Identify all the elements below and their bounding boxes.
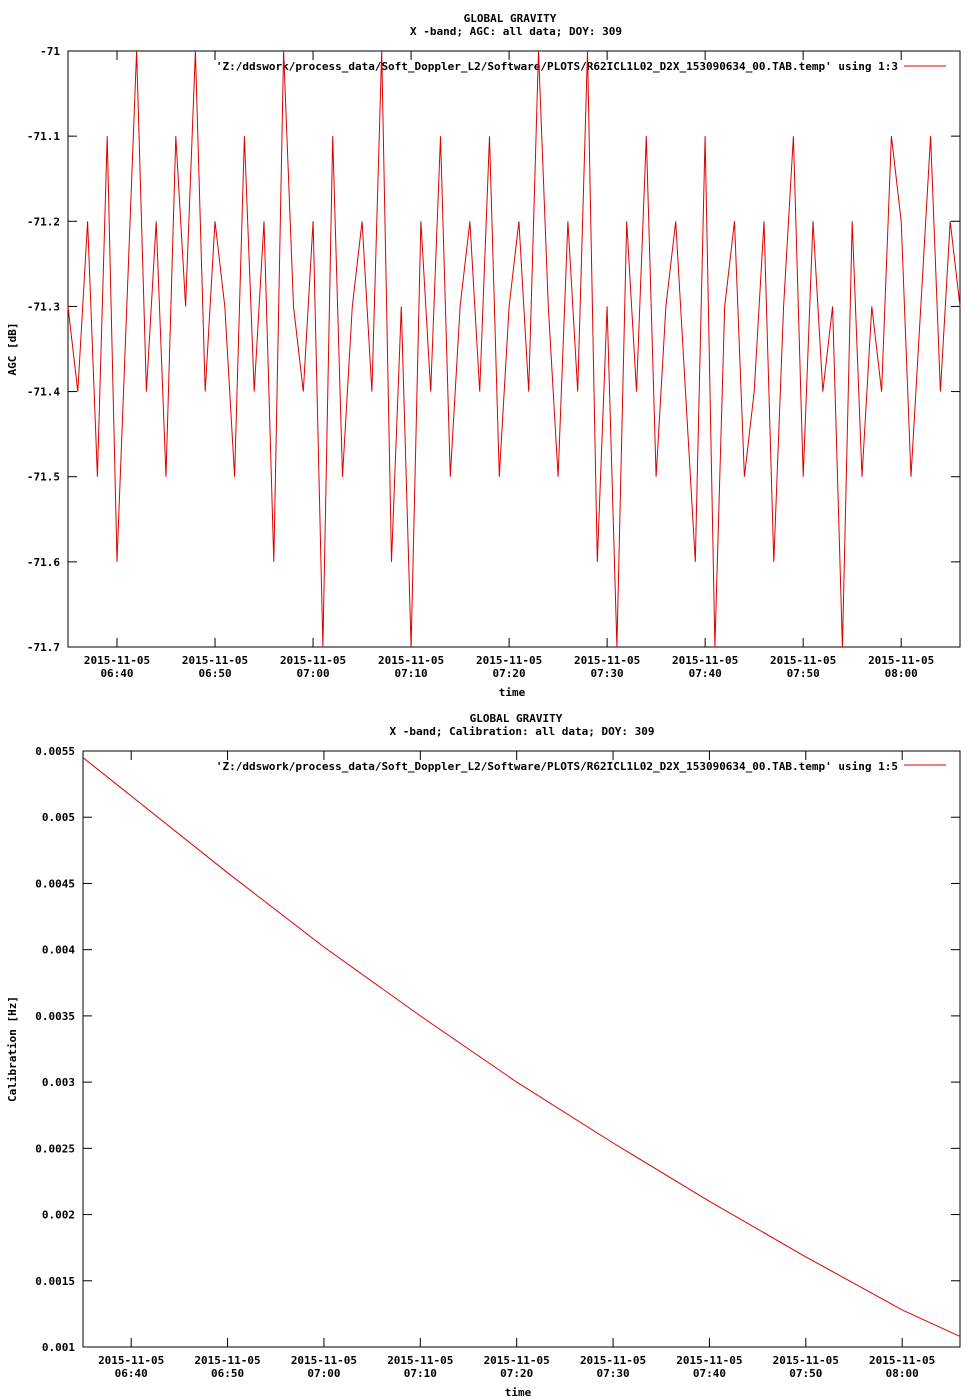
x-tick-time-label: 06:40	[100, 667, 134, 680]
x-tick-time-label: 08:00	[885, 1367, 919, 1380]
x-tick-date-label: 2015-11-05	[869, 1354, 936, 1367]
y-tick-label: 0.002	[41, 1208, 75, 1222]
agc-chart-xlabel: time	[498, 686, 526, 699]
x-tick-date-label: 2015-11-05	[483, 1354, 550, 1367]
x-tick-time-label: 06:50	[210, 1367, 245, 1380]
x-tick-date-label: 2015-11-05	[475, 654, 543, 667]
y-tick-label: -71.4	[26, 385, 60, 399]
y-tick-label: -71	[40, 45, 60, 58]
x-tick-date-label: 2015-11-05	[83, 654, 151, 667]
plot-frame	[83, 751, 960, 1347]
series-line	[68, 51, 960, 647]
x-tick-time-label: 07:30	[596, 1367, 630, 1380]
y-tick-label: -71.7	[26, 641, 60, 654]
y-tick-label: -71.6	[26, 555, 60, 569]
x-tick-time-label: 07:30	[590, 667, 624, 680]
x-tick-date-label: 2015-11-05	[194, 1354, 261, 1367]
x-tick-date-label: 2015-11-05	[574, 654, 641, 667]
x-tick-time-label: 06:40	[114, 1367, 148, 1380]
x-tick-date-label: 2015-11-05	[676, 1354, 743, 1367]
x-tick-date-label: 2015-11-05	[377, 654, 445, 667]
calibration-chart-ylabel: Calibration [Hz]	[6, 996, 19, 1102]
calibration-chart-xlabel: time	[504, 1386, 532, 1399]
x-tick-time-label: 07:20	[500, 1367, 534, 1380]
x-tick-date-label: 2015-11-05	[868, 654, 935, 667]
calibration-chart-title: GLOBAL GRAVITY	[469, 712, 563, 725]
calibration-chart-panel	[6, 712, 960, 1399]
y-tick-label: -71.1	[26, 130, 60, 144]
x-tick-date-label: 2015-11-05	[98, 1354, 165, 1367]
y-tick-label: 0.004	[41, 943, 75, 957]
x-tick-date-label: 2015-11-05	[387, 1354, 454, 1367]
x-tick-time-label: 06:50	[198, 667, 232, 680]
x-tick-time-label: 07:00	[296, 667, 330, 680]
x-tick-time-label: 07:50	[786, 667, 820, 680]
x-tick-time-label: 07:10	[403, 1367, 437, 1380]
calibration-chart-subtitle: X -band; Calibration: all data; DOY: 309	[389, 725, 655, 738]
x-tick-date-label: 2015-11-05	[579, 1354, 647, 1367]
x-tick-date-label: 2015-11-05	[181, 654, 249, 667]
y-tick-label: 0.001	[41, 1341, 75, 1354]
y-tick-label: -71.2	[26, 215, 60, 229]
agc-chart-ylabel: AGC [dB]	[6, 322, 19, 376]
agc-chart-panel	[6, 12, 960, 699]
y-tick-label: -71.3	[26, 300, 60, 314]
x-tick-date-label: 2015-11-05	[279, 654, 347, 667]
y-tick-label: 0.003	[41, 1076, 75, 1090]
x-tick-time-label: 07:20	[492, 667, 526, 680]
x-tick-date-label: 2015-11-05	[770, 654, 837, 667]
x-tick-time-label: 07:50	[789, 1367, 823, 1380]
x-tick-date-label: 2015-11-05	[672, 654, 739, 667]
y-tick-label: 0.005	[41, 811, 75, 825]
x-tick-date-label: 2015-11-05	[290, 1354, 358, 1367]
x-tick-time-label: 07:40	[688, 667, 722, 680]
x-tick-date-label: 2015-11-05	[772, 1354, 839, 1367]
y-tick-label: -71.5	[26, 470, 60, 484]
x-tick-time-label: 08:00	[884, 667, 918, 680]
y-tick-label: 0.0055	[35, 745, 75, 758]
calibration-chart-legend-label: 'Z:/ddswork/process_data/Soft_Doppler_L2/Software/PLOTS/R62ICL1L02_D2X_153090634_00.TAB.temp' using 1:5	[215, 760, 898, 773]
agc-chart-legend-label: 'Z:/ddswork/process_data/Soft_Doppler_L2/Software/PLOTS/R62ICL1L02_D2X_153090634_00.TAB.temp' using 1:3	[215, 60, 898, 73]
series-line	[83, 758, 960, 1337]
y-tick-label: 0.0035	[35, 1009, 75, 1023]
agc-chart-title: GLOBAL GRAVITY	[463, 12, 557, 25]
y-tick-label: 0.0015	[35, 1274, 75, 1288]
x-tick-time-label: 07:10	[394, 667, 428, 680]
agc-chart-subtitle: X -band; AGC: all data; DOY: 309	[410, 25, 622, 38]
y-tick-label: 0.0025	[35, 1142, 75, 1156]
y-tick-label: 0.0045	[35, 877, 75, 891]
x-tick-time-label: 07:40	[692, 1367, 726, 1380]
x-tick-time-label: 07:00	[307, 1367, 341, 1380]
plot-frame	[68, 51, 960, 647]
